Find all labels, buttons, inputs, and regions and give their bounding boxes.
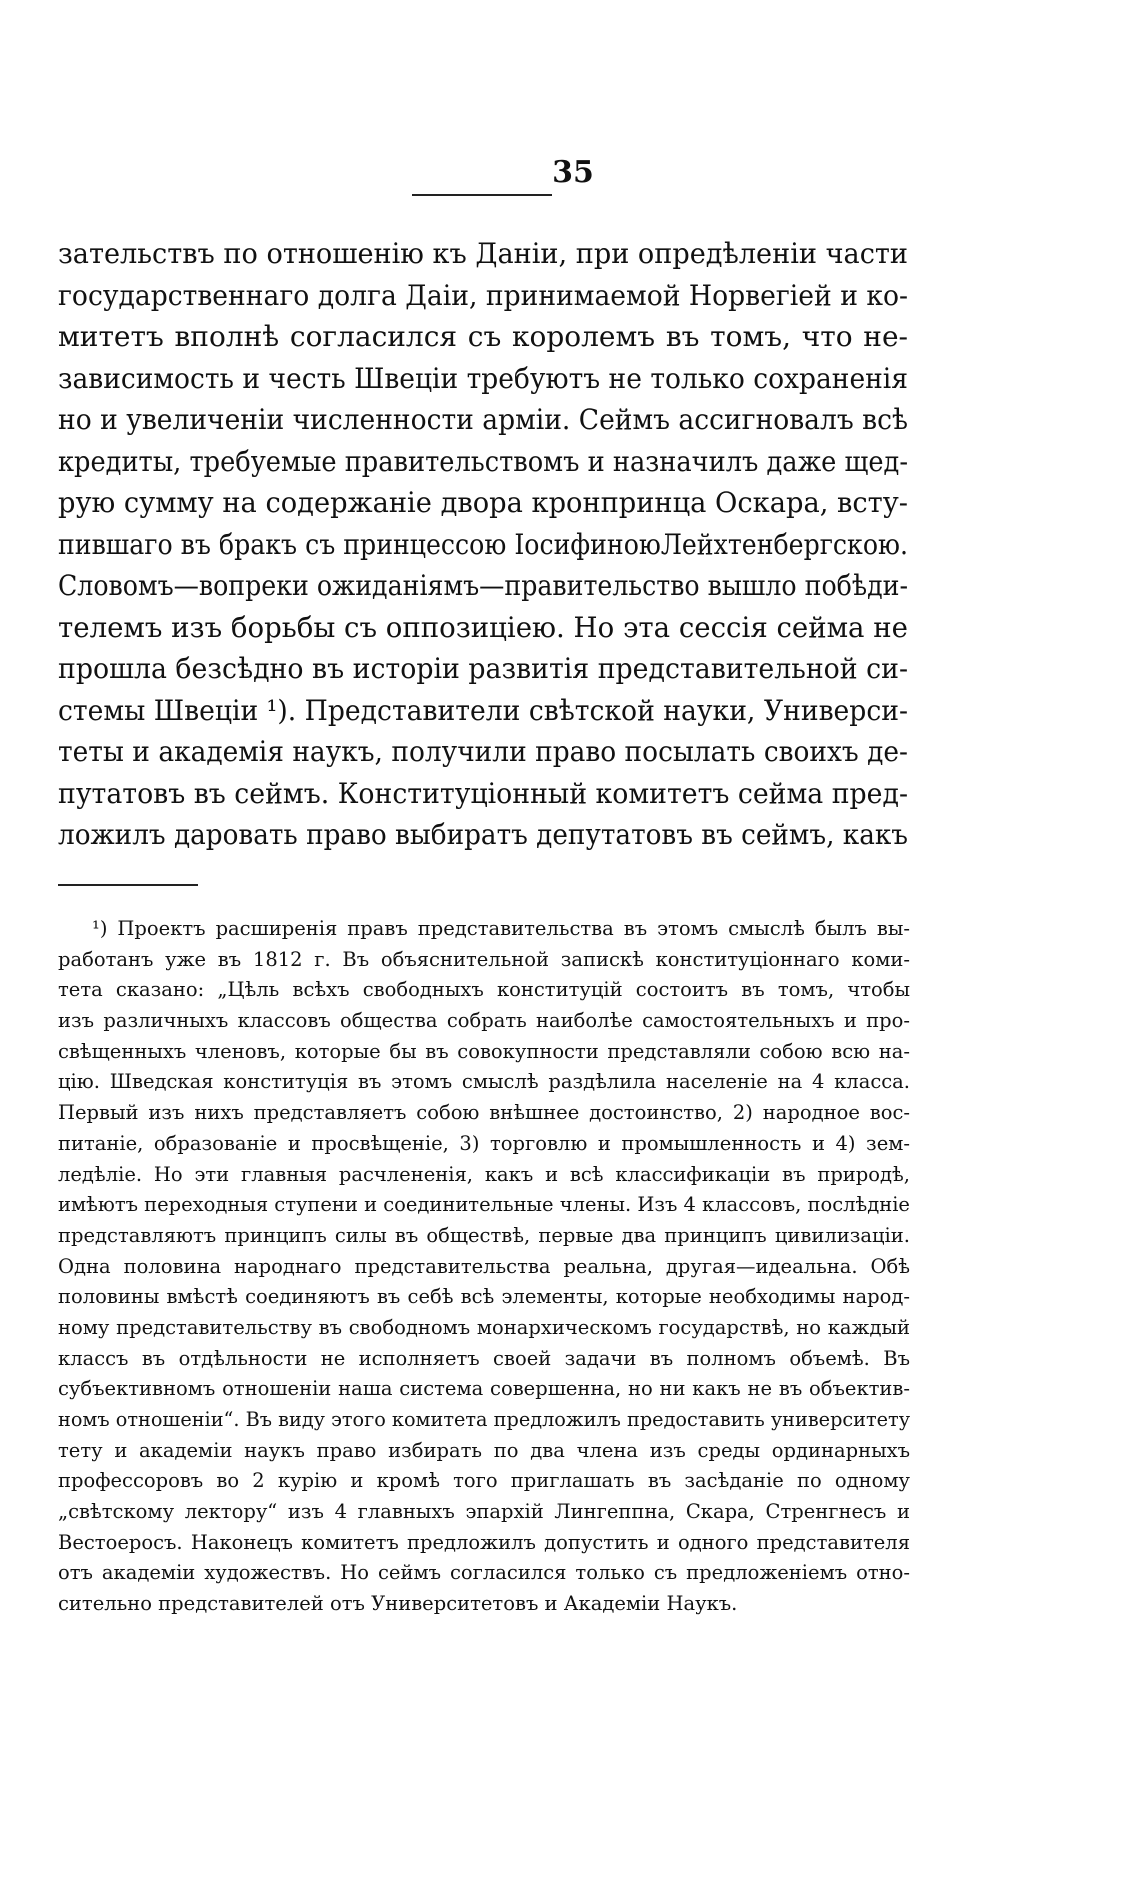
main-text-line: прошла безсѣдно въ исторіи развитія представительной си-: [58, 652, 908, 685]
footnote-line: свѣщенныхъ членовъ, которые бы въ совокупности представляли собою всю на-: [58, 1039, 910, 1063]
main-text-line: государственнаго долга Даіи, принимаемой Норвегіей и ко-: [58, 278, 908, 312]
footnote-line: изъ различныхъ классовъ общества собрать наиболѣе самостоятельныхъ и про-: [58, 1009, 910, 1033]
main-text-line: телемъ изъ борьбы съ оппозиціею. Но эта сессія сейма не: [58, 610, 908, 644]
footnote-line: сительно представителей отъ Университетовъ и Академіи Наукъ.: [58, 1592, 738, 1616]
main-text-line: митетъ вполнѣ согласился съ королемъ въ томъ, что не-: [58, 320, 908, 353]
footnote-line: питаніе, образованіе и просвѣщеніе, 3) торговлю и промышленность и 4) зем-: [58, 1131, 910, 1155]
footnote-line: „свѣтскому лектору“ изъ 4 главныхъ эпархій Лингеппна, Скара, Стренгнесъ и: [58, 1500, 910, 1524]
footnote-line: Вестоеросъ. Наконецъ комитетъ предложилъ допустить и одного представителя: [58, 1530, 910, 1554]
main-text-line: путатовъ въ сеймъ. Конституціонный комитетъ сейма пред-: [58, 776, 908, 810]
footnote-line: работанъ уже въ 1812 г. Въ объяснительной запискѣ конституціоннаго коми-: [58, 947, 910, 971]
main-text-line: но и увеличеніи численности арміи. Сеймъ ассигновалъ всѣ: [58, 403, 908, 436]
main-text-line: кредиты, требуемые правительствомъ и назначилъ даже щед-: [58, 444, 909, 478]
main-text-line: стемы Швеціи ¹). Представители свѣтской науки, Универси-: [58, 693, 908, 727]
main-text-line: зависимость и честь Швеціи требуютъ не только сохраненія: [58, 361, 909, 395]
main-text-line: рую сумму на содержаніе двора кронпринца Оскара, всту-: [58, 486, 909, 519]
footnote-line: ¹) Проектъ расширенія правъ представительства въ этомъ смыслѣ былъ вы-: [92, 917, 910, 940]
main-text-line: пившаго въ бракъ съ принцессою ІосифиноюЛейхтенбергскою.: [58, 527, 908, 561]
main-text-line: теты и академія наукъ, получили право посылать своихъ де-: [58, 735, 908, 768]
footnote: [58, 914, 910, 1620]
footnote-line: Одна половина народнаго представительства реальна, другая—идеальна. Обѣ: [58, 1254, 910, 1278]
footnote-line: тета сказано: „Цѣль всѣхъ свободныхъ конституцій состоитъ въ томъ, чтобы: [58, 978, 910, 1002]
footnote-line: цію. Шведская конституція въ этомъ смыслѣ раздѣлила населеніе на 4 класса.: [58, 1070, 910, 1094]
footnote-line: ному представительству въ свободномъ монархическомъ государствѣ, но каждый: [58, 1315, 910, 1339]
page-number-rule: [412, 194, 552, 196]
main-text: [58, 233, 908, 856]
footnote-line: отъ академіи художествъ. Но сеймъ согласился только съ предложеніемъ отно-: [58, 1561, 910, 1585]
footnote-line: представляютъ принципъ силы въ обществѣ, первые два принципъ цивилизаціи.: [58, 1223, 910, 1247]
main-text-line: Словомъ—вопреки ожиданіямъ—правительство вышло побѣди-: [58, 569, 908, 602]
page-number: 35: [552, 155, 594, 190]
footnote-line: половины вмѣстѣ соединяютъ въ себѣ всѣ элементы, которые необходимы народ-: [58, 1285, 910, 1309]
footnote-line: номъ отношеніи“. Въ виду этого комитета предложилъ предоставить университету: [58, 1408, 911, 1431]
footnote-line: субъективномъ отношеніи наша система совершенна, но ни какъ не въ объектив-: [58, 1377, 910, 1401]
footnote-line: тету и академіи наукъ право избирать по два члена изъ среды ординарныхъ: [58, 1438, 910, 1462]
footnote-line: Первый изъ нихъ представляетъ собою внѣшнее достоинство, 2) народное вос-: [58, 1101, 910, 1125]
footnote-line: имѣютъ переходныя ступени и соединительные члены. Изъ 4 классовъ, послѣдніе: [58, 1193, 910, 1217]
footnote-rule: [58, 884, 198, 886]
footnote-line: классъ въ отдѣльности не исполняетъ своей задачи въ полномъ объемѣ. Въ: [58, 1346, 910, 1370]
main-text-line: ложилъ даровать право выбиратъ депутатовъ въ сеймъ, какъ: [58, 818, 909, 851]
footnote-line: профессоровъ во 2 курію и кромѣ того приглашать въ засѣданіе по одному: [58, 1469, 910, 1493]
footnote-line: ледѣліе. Но эти главныя расчлененія, какъ и всѣ классификаціи въ природѣ,: [58, 1162, 910, 1186]
main-text-line: зательствъ по отношенію къ Даніи, при опредѣленіи части: [58, 237, 909, 270]
